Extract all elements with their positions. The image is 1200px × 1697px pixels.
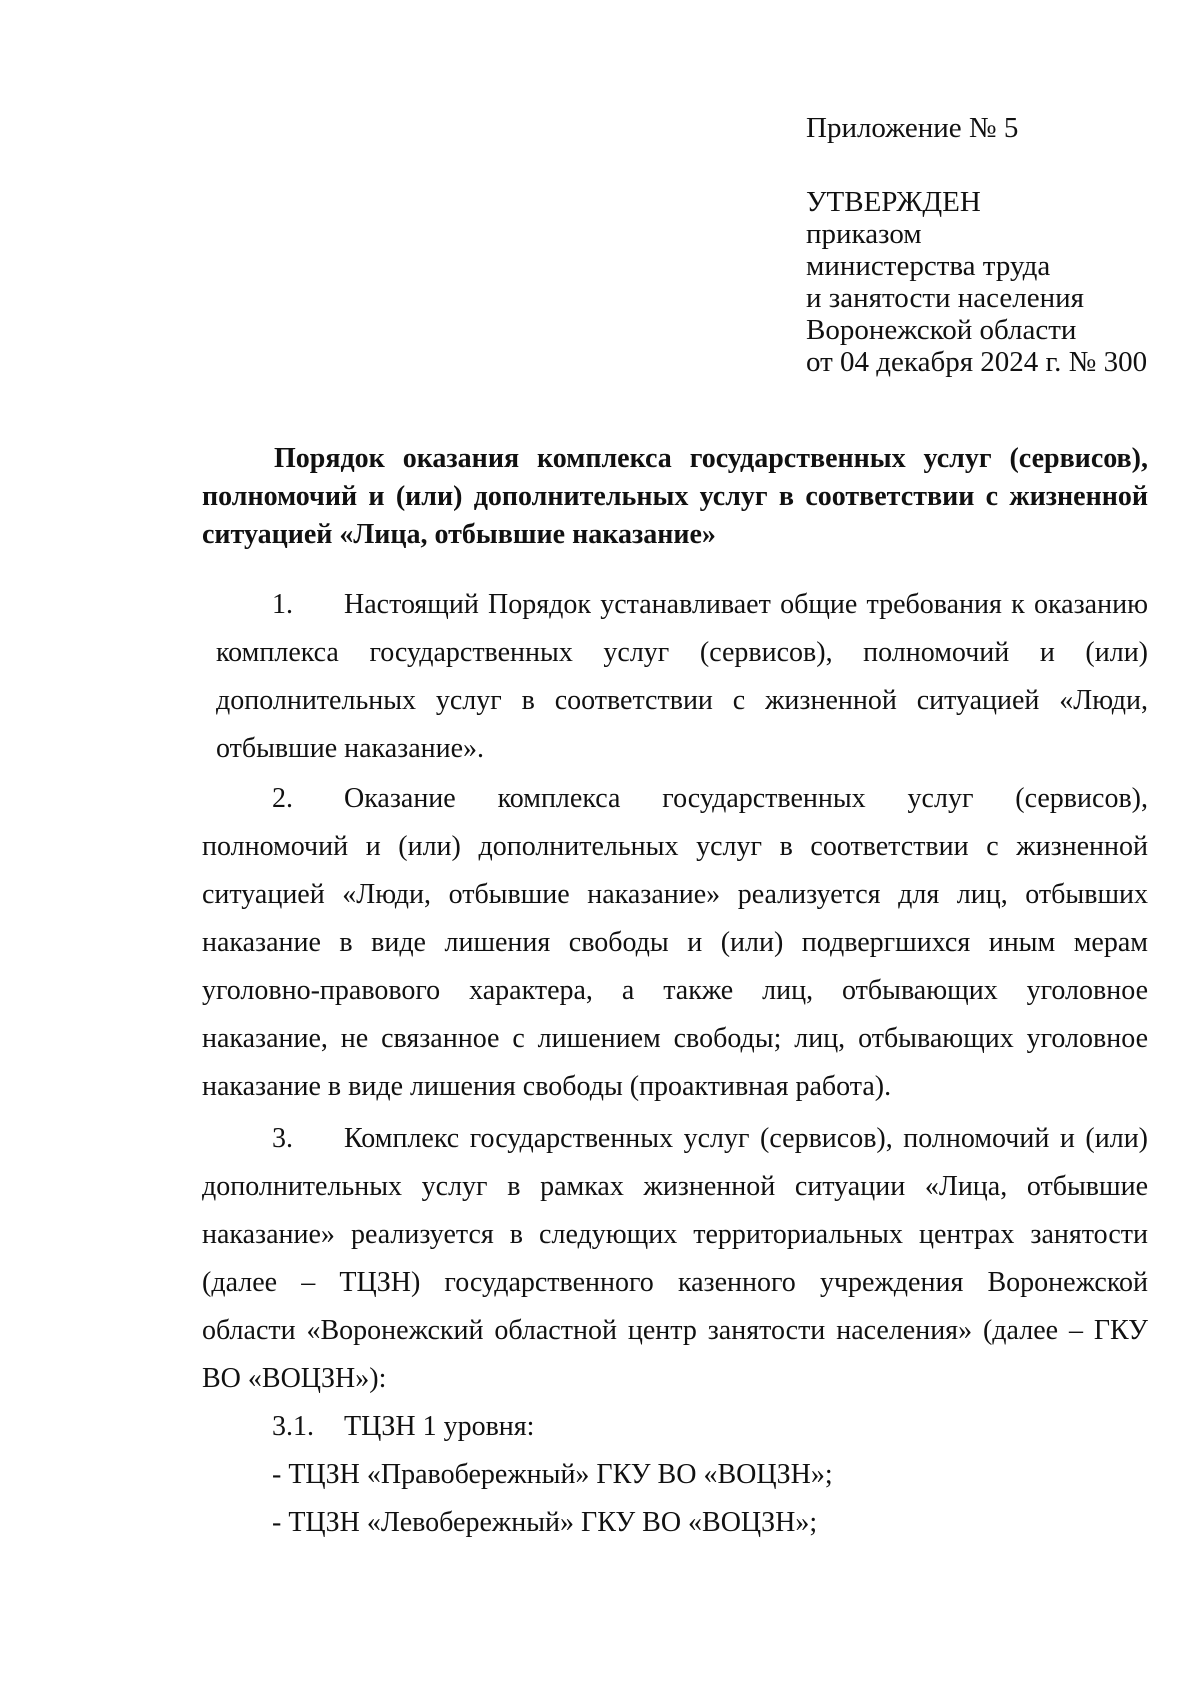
approval-order-date: от 04 декабря 2024 г. № 300: [806, 346, 1148, 378]
approval-line: Воронежской области: [806, 314, 1077, 346]
paragraph-line: ВО «ВОЦЗН»):: [202, 1363, 387, 1394]
paragraph-line: [202, 1122, 1148, 1156]
title-line: Порядок оказания комплекса государственных услуг (сервисов),: [274, 443, 1148, 474]
paragraph-line: комплекса государственных услуг (сервисов), полномочий и (или): [216, 637, 1148, 668]
document-title: [202, 440, 1148, 554]
paragraph-line: уголовно-правового характера, а также лиц, отбывающих уголовное: [202, 975, 1148, 1006]
approved-stamp: УТВЕРЖДЕН: [806, 186, 981, 218]
paragraph-line: области «Воронежский областной центр занятости населения» (далее – ГКУ: [202, 1315, 1148, 1346]
approval-line: министерства труда: [806, 250, 1051, 282]
title-line: ситуацией «Лица, отбывшие наказание»: [202, 519, 716, 550]
subsection-text: ТЦЗН 1 уровня:: [344, 1411, 535, 1442]
paragraph-number: 2.: [272, 783, 293, 814]
paragraph-line: наказание, не связанное с лишением свободы; лиц, отбывающих уголовное: [202, 1023, 1148, 1054]
list-item: - ТЦЗН «Правобережный» ГКУ ВО «ВОЦЗН»;: [272, 1459, 833, 1490]
list-item: - ТЦЗН «Левобережный» ГКУ ВО «ВОЦЗН»;: [272, 1507, 818, 1538]
paragraph-number: 3.: [272, 1123, 293, 1154]
paragraph-number: 1.: [272, 589, 293, 620]
approval-line: и занятости населения: [806, 282, 1084, 314]
approval-line: приказом: [806, 218, 922, 250]
paragraph-line: наказание в виде лишения свободы (проактивная работа).: [202, 1071, 892, 1102]
paragraph-text: Оказание комплекса государственных услуг (сервисов),: [344, 783, 1148, 814]
paragraph-line: [202, 782, 1148, 816]
annex-number: Приложение № 5: [806, 112, 1019, 144]
approval-block: [806, 112, 1186, 378]
paragraph-line: дополнительных услуг в соответствии с жизненной ситуацией «Люди,: [216, 685, 1148, 716]
paragraph-line: наказание в виде лишения свободы и (или) подвергшихся иным мерам: [202, 927, 1148, 958]
paragraph-line: наказание» реализуется в следующих территориальных центрах занятости: [202, 1219, 1148, 1250]
subsection-number: 3.1.: [272, 1411, 314, 1442]
paragraph-line: дополнительных услуг в рамках жизненной ситуации «Лица, отбывшие: [202, 1171, 1148, 1202]
subsection-heading: [202, 1410, 1148, 1444]
paragraph-text: Настоящий Порядок устанавливает общие требования к оказанию: [344, 589, 1148, 620]
paragraph-line: ситуацией «Люди, отбывшие наказание» реализуется для лиц, отбывших: [202, 879, 1148, 910]
title-line: полномочий и (или) дополнительных услуг в соответствии с жизненной: [202, 481, 1148, 512]
paragraph-text: Комплекс государственных услуг (сервисов), полномочий и (или): [344, 1123, 1148, 1154]
paragraph-line: отбывшие наказание».: [216, 733, 485, 764]
paragraph-line: полномочий и (или) дополнительных услуг в соответствии с жизненной: [202, 831, 1148, 862]
paragraph-line: (далее – ТЦЗН) государственного казенного учреждения Воронежской: [202, 1267, 1148, 1298]
paragraph-line: [202, 588, 1148, 622]
